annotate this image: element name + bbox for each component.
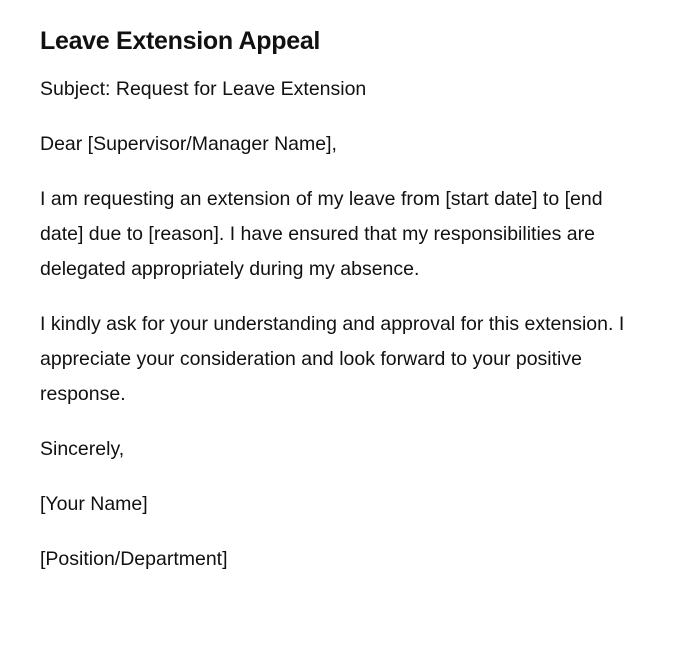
signature-position: [Position/Department] [40, 548, 228, 570]
document-title: Leave Extension Appeal [40, 27, 321, 55]
salutation: Dear [Supervisor/Manager Name], [40, 133, 337, 155]
closing: Sincerely, [40, 438, 125, 460]
body-paragraph: I kindly ask for your understanding and approval for this extension. I appreciate your consideration and look forward to your positive response. [40, 313, 625, 405]
body-paragraph: I am requesting an extension of my leave from [start date] to [end date] due to [reason]. I have ensured that my responsibilities are delegated appropriately during my absence. [40, 188, 603, 280]
signature-name: [Your Name] [40, 493, 148, 515]
letter [40, 24, 650, 597]
subject-line: Subject: Request for Leave Extension [40, 78, 367, 100]
